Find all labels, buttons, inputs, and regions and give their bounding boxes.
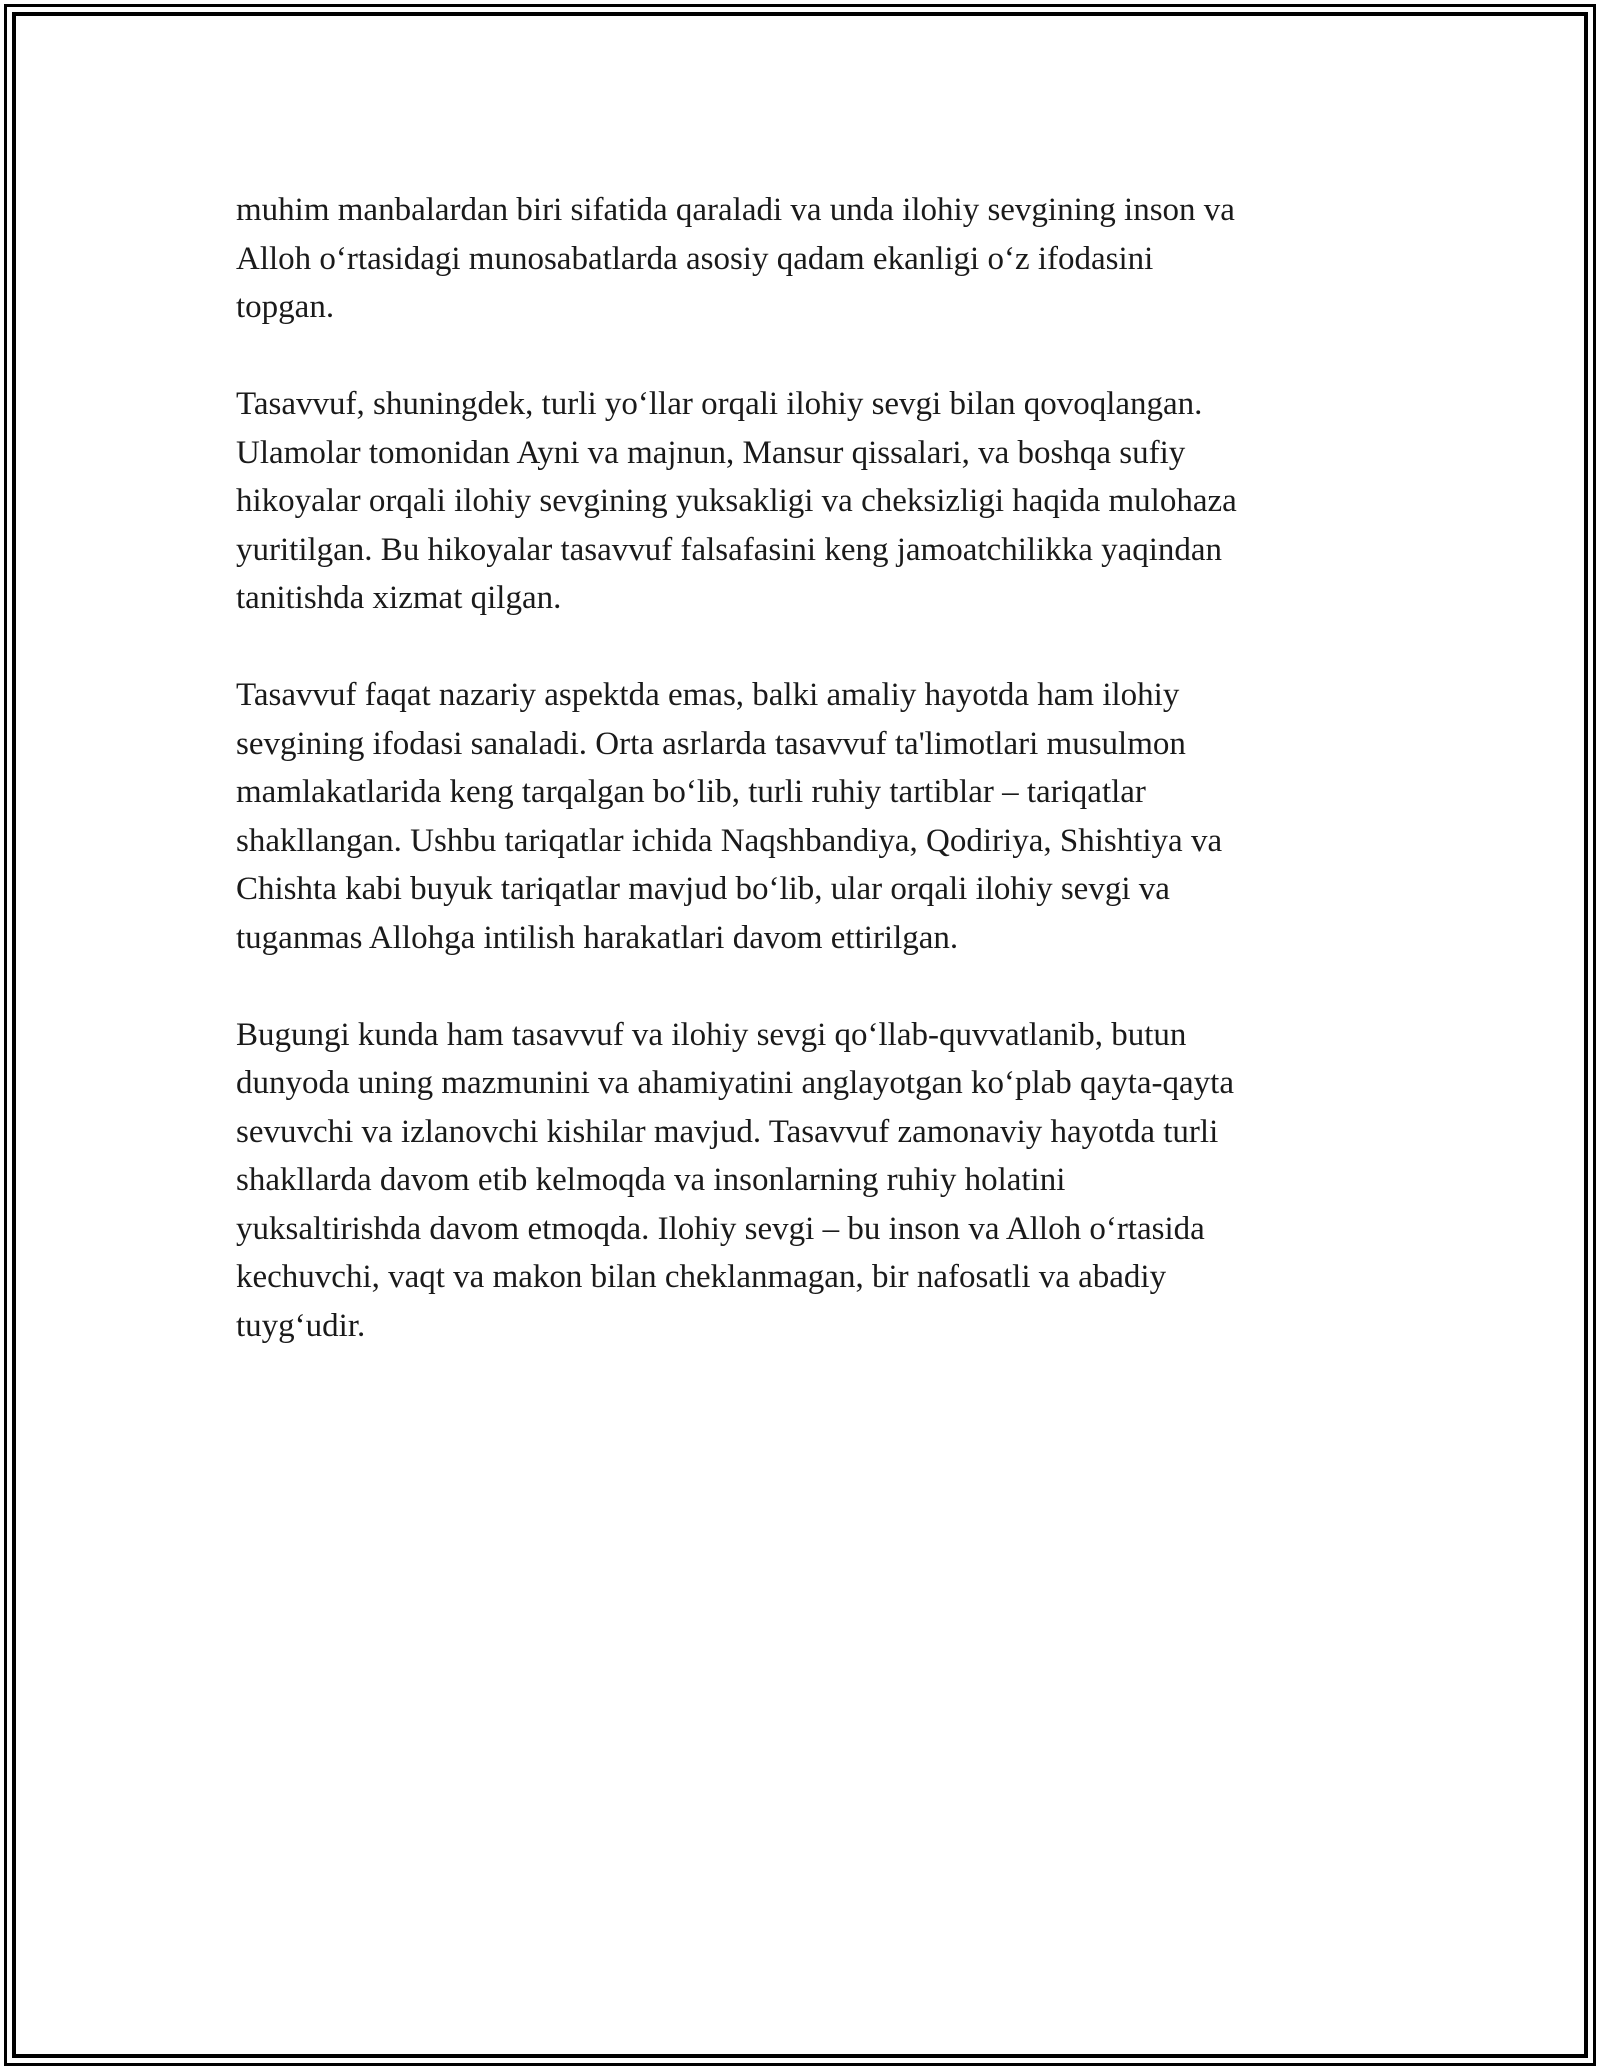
- text-line: kechuvchi, vaqt va makon bilan cheklanmagan, bir nafosatli va abadiy: [236, 1259, 1167, 1295]
- text-line: shakllangan. Ushbu tariqatlar ichida Naqshbandiya, Qodiriya, Shishtiya va: [236, 822, 1223, 859]
- text-line: sevuvchi va izlanovchi kishilar mavjud. Tasavvuf zamonaviy hayotda turli: [236, 1113, 1219, 1150]
- text-line: hikoyalar orqali ilohiy sevgining yuksakligi va cheksizligi haqida mulohaza: [236, 483, 1237, 519]
- document-body: [236, 186, 1376, 1399]
- text-line: yuksaltirishda davom etmoqda. Ilohiy sevgi – bu inson va Alloh o‘rtasida: [236, 1210, 1205, 1247]
- text-line: Bugungi kunda ham tasavvuf va ilohiy sevgi qo‘llab-quvvatlanib, butun: [236, 1016, 1187, 1053]
- paragraph-3: [236, 671, 1376, 962]
- text-line: sevgining ifodasi sanaladi. Orta asrlarda tasavvuf ta'limotlari musulmon: [236, 725, 1186, 762]
- text-line: muhim manbalardan biri sifatida qaraladi va unda ilohiy sevgining inson va: [236, 192, 1235, 228]
- paragraph-4: [236, 1011, 1376, 1351]
- text-line: Tasavvuf faqat nazariy aspektda emas, balki amaliy hayotda ham ilohiy: [236, 677, 1180, 713]
- text-line: tuyg‘udir.: [236, 1307, 366, 1344]
- text-line: tanitishda xizmat qilgan.: [236, 580, 562, 616]
- text-line: topgan.: [236, 289, 335, 325]
- text-line: tuganmas Allohga intilish harakatlari davom ettirilgan.: [236, 919, 959, 956]
- paragraph-1: [236, 186, 1376, 332]
- text-line: shakllarda davom etib kelmoqda va insonlarning ruhiy holatini: [236, 1162, 1066, 1198]
- text-line: yuritilgan. Bu hikoyalar tasavvuf falsafasini keng jamoatchilikka yaqindan: [236, 531, 1223, 568]
- text-line: Alloh o‘rtasidagi munosabatlarda asosiy qadam ekanligi o‘z ifodasini: [236, 240, 1154, 277]
- text-line: Ulamolar tomonidan Ayni va majnun, Mansur qissalari, va boshqa sufiy: [236, 434, 1186, 471]
- text-line: Chishta kabi buyuk tariqatlar mavjud bo‘lib, ular orqali ilohiy sevgi va: [236, 871, 1170, 907]
- text-line: dunyoda uning mazmunini va ahamiyatini anglayotgan ko‘plab qayta-qayta: [236, 1065, 1234, 1101]
- text-line: Tasavvuf, shuningdek, turli yo‘llar orqali ilohiy sevgi bilan qovoqlangan.: [236, 386, 1203, 422]
- text-line: mamlakatlarida keng tarqalgan bo‘lib, turli ruhiy tartiblar – tariqatlar: [236, 774, 1146, 810]
- paragraph-2: [236, 380, 1376, 623]
